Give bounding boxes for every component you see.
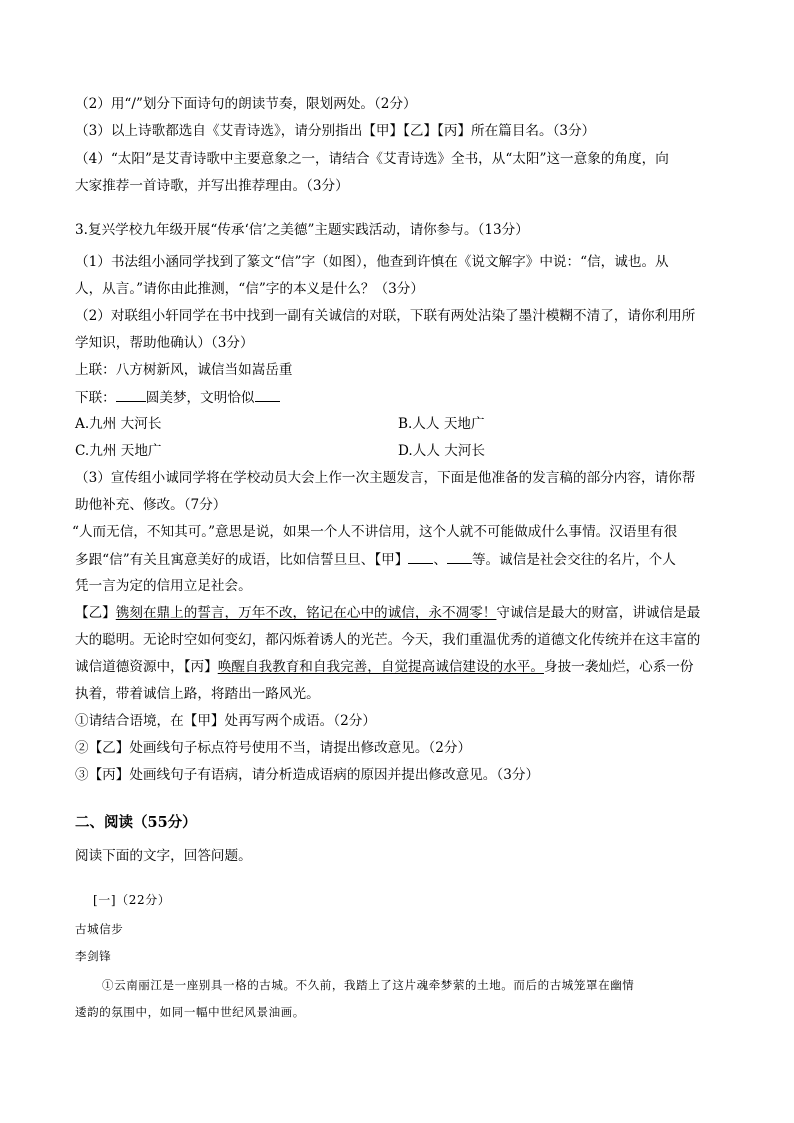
q3-subquestion-2: ②【乙】处画线句子标点符号使用不当，请提出修改意见。（2分）	[75, 740, 472, 756]
speech-line-2	[75, 549, 676, 570]
blank-1	[116, 387, 146, 402]
speech-line-6a: 诚信道德资源中，【丙】	[75, 659, 218, 675]
speech-line-6	[75, 657, 694, 677]
q2-part3: （3）以上诗歌都选自《艾青诗选》，请分别指出【甲】【乙】【丙】所在篇目名。（3分）	[75, 123, 596, 139]
q3-part2-line1: （2）对联组小轩同学在书中找到一副有关诚信的对联，下联有两处沾染了墨汁模糊不清了，请你利用所	[75, 308, 696, 324]
couplet-upper: 上联：八方树新风，诚信当如嵩岳重	[75, 362, 293, 378]
option-d: D.人人 大河长	[398, 443, 486, 459]
option-b: B.人人 天地广	[398, 416, 485, 432]
essay-title: 古城信步	[75, 922, 124, 936]
speech-line-2b: 、	[433, 552, 447, 568]
q3-title: 3.复兴学校九年级开展“传承‘信’之美德”主题实践活动，请你参与。（13分）	[75, 222, 529, 238]
q3-part1-line1: （1）书法组小涵同学找到了篆文“信”字（如图），他查到许慎在《说文解字》中说：“信，诚也。从	[75, 254, 669, 270]
blank-jia-1	[408, 549, 433, 564]
q2-part4-line2: 大家推荐一首诗歌，并写出推荐理由。（3分）	[75, 178, 349, 194]
q3-subquestion-1: ①请结合语境，在【甲】处再写两个成语。（2分）	[75, 713, 376, 729]
section-heading: 二、阅读（55分）	[75, 814, 197, 831]
speech-line-4	[75, 603, 700, 623]
couplet-lower-prefix: 下联：	[75, 390, 116, 406]
speech-line-7: 执着，带着诚信上路，将踏出一路风光。	[75, 686, 320, 702]
q3-part2-line2: 学知识，帮助他确认）（3分）	[75, 335, 254, 351]
option-a: A.九州 大河长	[75, 416, 162, 432]
section-intro: 阅读下面的文字，回答问题。	[75, 848, 252, 864]
speech-line-5: 大的聪明。无论时空如何变幻，都闪烁着诱人的光芒。今天，我们重温优秀的道德文化传统并在这丰富的	[75, 632, 701, 648]
essay-author: 李剑锋	[75, 949, 112, 963]
essay-paragraph-1-line2: 逶韵的氛围中，如同一幅中世纪风景油画。	[75, 1005, 305, 1019]
subsection-label: [一]（22分）	[93, 893, 171, 907]
speech-line-6c: 身披一袭灿烂，心系一份	[543, 659, 694, 675]
couplet-lower	[75, 387, 280, 408]
option-c: C.九州 天地广	[75, 443, 162, 459]
q3-part3-line1: （3）宣传组小诚同学将在学校动员大会上作一次主题发言，下面是他准备的发言稿的部分内容，请你帮	[75, 470, 696, 486]
underlined-sentence-yi: 镌刻在鼎上的誓言，万年不改，铭记在心中的诚信，永不凋零！	[115, 605, 497, 621]
speech-line-3: 凭一言为定的信用立足社会。	[75, 578, 252, 594]
blank-jia-2	[447, 549, 472, 564]
marker-yi: 【乙】	[75, 605, 116, 621]
couplet-lower-middle: 圆美梦，文明恰似	[145, 390, 255, 406]
q2-part4-line1: （4）“太阳”是艾青诗歌中主要意象之一，请结合《艾青诗选》全书，从“太阳”这一意象的角度，向	[75, 151, 669, 167]
speech-line-2a: 多跟“信”有关且寓意美好的成语，比如信誓旦旦、【甲】	[75, 552, 409, 568]
underlined-sentence-bing: 唤醒自我教育和自我完善，自觉提高诚信建设的水平。	[217, 659, 544, 675]
speech-line-2c: 等。诚信是社会交往的名片，个人	[471, 552, 676, 568]
q2-part2: （2）用“/”划分下面诗句的朗读节奏，限划两处。（2分）	[75, 96, 417, 112]
speech-line-4c: 守诚信是最大的财富，讲诚信是最	[496, 605, 701, 621]
blank-2	[255, 387, 280, 402]
q3-part3-line2: 助他补充、修改。（7分）	[75, 497, 227, 513]
essay-paragraph-1-line1: ①云南丽江是一座别具一格的古城。不久前，我踏上了这片魂牵梦萦的土地。而后的古城笼罩在幽情	[102, 978, 635, 992]
q3-subquestion-3: ③【丙】处画线句子有语病，请分析造成语病的原因并提出修改意见。（3分）	[75, 767, 540, 783]
q3-part1-line2: 人，从言。”请你由此推测，“信”字的本义是什么？（3分）	[75, 281, 424, 297]
speech-line-1: “人而无信，不知其可。”意思是说，如果一个人不讲信用，这个人就不可能做成什么事情。汉语里有很	[72, 524, 678, 540]
